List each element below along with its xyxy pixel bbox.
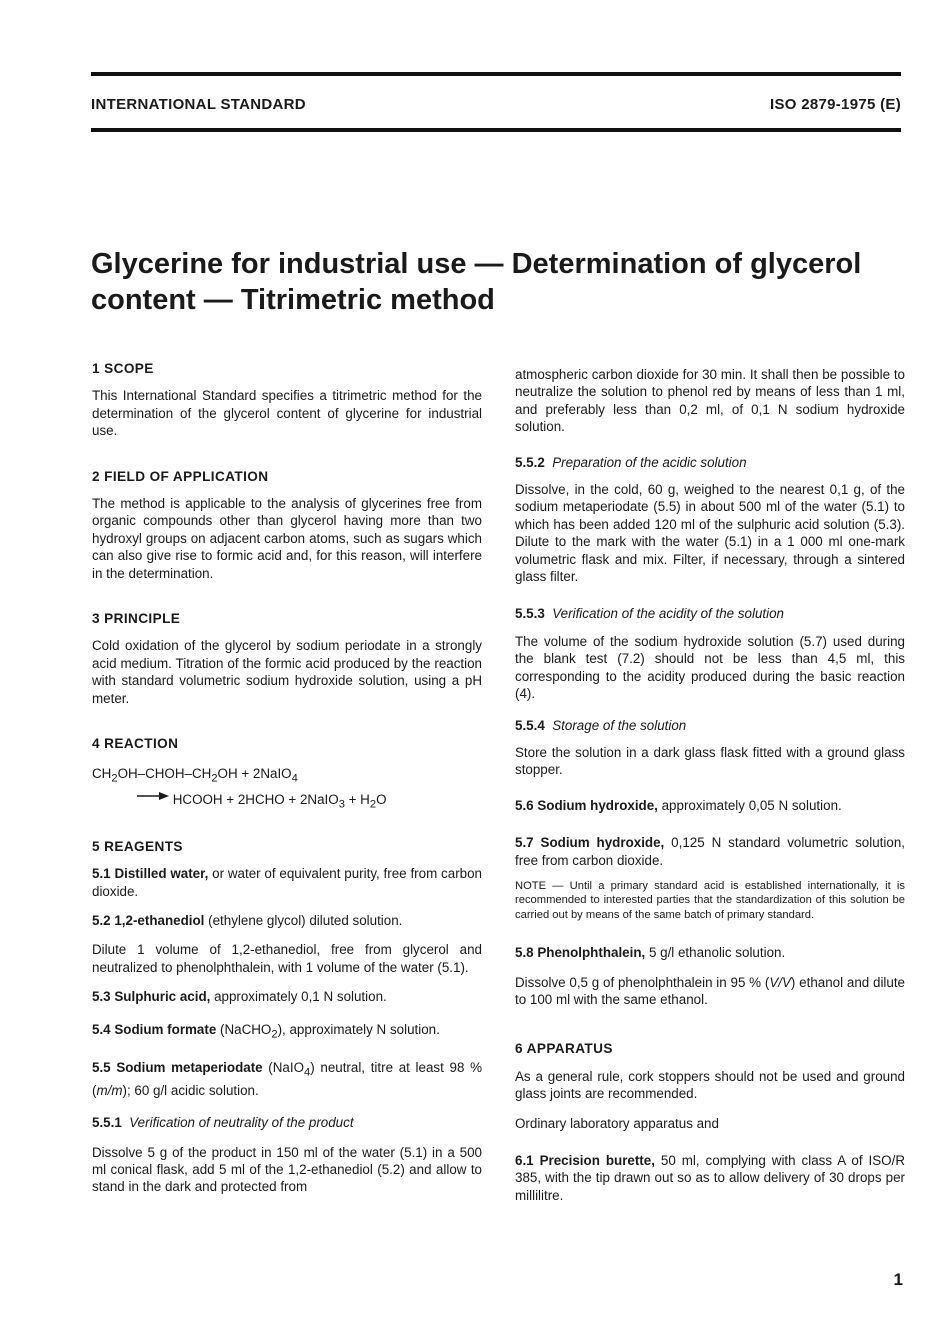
reaction-products: HCOOH + 2HCHO + 2NaIO$_3$ + $H_2O$ bbox=[92, 789, 482, 816]
subsection-5-5-3-text: The volume of the sodium hydroxide solution (5.7) used during the blank test (7.2) should not be less than 4,5 ml, this corresponding to the acidity produced during the basic reaction (4). bbox=[515, 633, 905, 702]
reagent-5-8: 5.8 Phenolphthalein, 5 g/l ethanolic solution. bbox=[515, 945, 786, 961]
reagent-5-4: 5.4 Sodium formate (NaCHO$_2$), approximately N solution. bbox=[92, 1021, 440, 1041]
reagent-5-8-text: Dissolve 0,5 g of phenolphthalein in 95 % (V/V) ethanol and dilute to 100 ml with the same ethanol. bbox=[515, 974, 906, 1007]
section-heading-reagents: 5 REAGENTS bbox=[92, 838, 183, 854]
section-heading-principle: 3 PRINCIPLE bbox=[92, 611, 181, 627]
reagent-5-7-note: NOTE — Until a primary standard acid is established internationally, it is recommended to interested parties that the standardization of this solution be carried out by means of the same batch of primary standard. bbox=[515, 879, 905, 921]
reaction-arrow-icon bbox=[137, 792, 169, 800]
subsection-5-5-1-text-continued: atmospheric carbon dioxide for 30 min. It shall then be possible to neutralize the solution to phenol red by means of less than 1 ml, and preferably less than 0,2 ml, of 0,1 N sodium hydroxide solution. bbox=[515, 367, 905, 435]
section-heading-apparatus: 6 APPARATUS bbox=[515, 1041, 613, 1057]
standard-number: ISO 2879-1975 (E) bbox=[769, 96, 901, 113]
apparatus-6-1: 6.1 Precision burette, 50 ml, complying with class A of ISO/R 385, with the tip drawn out so as to allow delivery of 30 drops per millilitre. bbox=[515, 1153, 905, 1203]
reagent-5-5: 5.5 Sodium metaperiodate (NaIO$_4$) neutral, titre at least 98 % (m/m); 60 g/l acidic solution. bbox=[92, 1059, 482, 1098]
apparatus-text-2: Ordinary laboratory apparatus and bbox=[515, 1115, 719, 1131]
right-column bbox=[515, 360, 905, 1204]
reagent-5-6: 5.6 Sodium hydroxide, approximately 0,05 N solution. bbox=[515, 797, 842, 813]
section-heading-reaction: 4 REACTION bbox=[92, 736, 179, 752]
subsection-5-5-1-text: Dissolve 5 g of the product in 150 ml of the water (5.1) in a 500 ml conical flask, add 5 ml of the 1,2-ethanediol (5.2) and allow to stand in the dark and protected from bbox=[92, 1144, 482, 1195]
subsection-5-5-2-text: Dissolve, in the cold, 60 g, weighed to the nearest 0,1 g, of the sodium metaperiodate (5.5) in about 500 ml of the water (5.1) to which has been added 120 ml of the sulphuric acid solution (5.3). Dilute to the mark with the water (5.1) in a 1 000 ml one-mark volumetric flask and mix. Filter, if necessary, through a sintered glass filter. bbox=[515, 482, 905, 585]
scope-text: This International Standard specifies a titrimetric method for the determination of the glycerol content of glycerine for industrial use. bbox=[92, 388, 482, 439]
principle-text: Cold oxidation of the glycerol by sodium periodate in a strongly acid medium. Titration of the formic acid produced by the reaction with standard volumetric sodium hydroxide solution, using a pH meter. bbox=[92, 638, 482, 706]
subsection-5-5-3-heading: 5.5.3 Verification of the acidity of the solution bbox=[515, 606, 784, 622]
reagent-5-3: 5.3 Sulphuric acid, approximately 0,1 N solution. bbox=[92, 989, 387, 1005]
subsection-5-5-1-heading: 5.5.1 Verification of neutrality of the product bbox=[92, 1115, 354, 1131]
subsection-5-5-2-heading: 5.5.2 Preparation of the acidic solution bbox=[515, 454, 747, 470]
page-number: 1 bbox=[893, 1270, 903, 1289]
title-line-2: content — Titrimetric method bbox=[91, 284, 495, 316]
reagent-5-2: 5.2 1,2-ethanediol (ethylene glycol) diluted solution. bbox=[92, 913, 403, 929]
section-heading-field-of-application: 2 FIELD OF APPLICATION bbox=[92, 468, 269, 484]
document-type-label: INTERNATIONAL STANDARD bbox=[91, 96, 306, 113]
subsection-5-5-4-text: Store the solution in a dark glass flask fitted with a ground glass stopper. bbox=[515, 744, 905, 778]
left-column bbox=[92, 360, 482, 1196]
field-of-application-text: The method is applicable to the analysis of glycerines free from organic compounds other than glycerol having more than two hydroxyl groups on adjacent carbon atoms, such as sugars which can also give rise to formic acid and, for this reason, will interfere in the determination. bbox=[92, 496, 482, 581]
subsection-5-5-4-heading: 5.5.4 Storage of the solution bbox=[515, 717, 687, 733]
reaction-reactants: $CH_2OH-CHOH-CH_2OH$ + 2NaIO$_4$ bbox=[92, 765, 298, 785]
section-heading-scope: 1 SCOPE bbox=[92, 361, 154, 376]
apparatus-text-1: As a general rule, cork stoppers should not be used and ground glass joints are recommended. bbox=[515, 1068, 905, 1102]
header-bottom-rule bbox=[91, 128, 901, 132]
title-line-1: Glycerine for industrial use — Determination of glycerol bbox=[91, 248, 862, 280]
reaction-equation bbox=[92, 763, 482, 816]
header-top-rule bbox=[91, 72, 901, 76]
reagent-5-2-text: Dilute 1 volume of 1,2-ethanediol, free from glycerol and neutralized to phenolphthalein, with 1 volume of the water (5.1). bbox=[92, 942, 482, 975]
document-title bbox=[91, 246, 891, 318]
reagent-5-1: 5.1 Distilled water, or water of equivalent purity, free from carbon dioxide. bbox=[92, 866, 482, 899]
reagent-5-7: 5.7 Sodium hydroxide, 0,125 N standard volumetric solution, free from carbon dioxide. bbox=[515, 835, 905, 868]
